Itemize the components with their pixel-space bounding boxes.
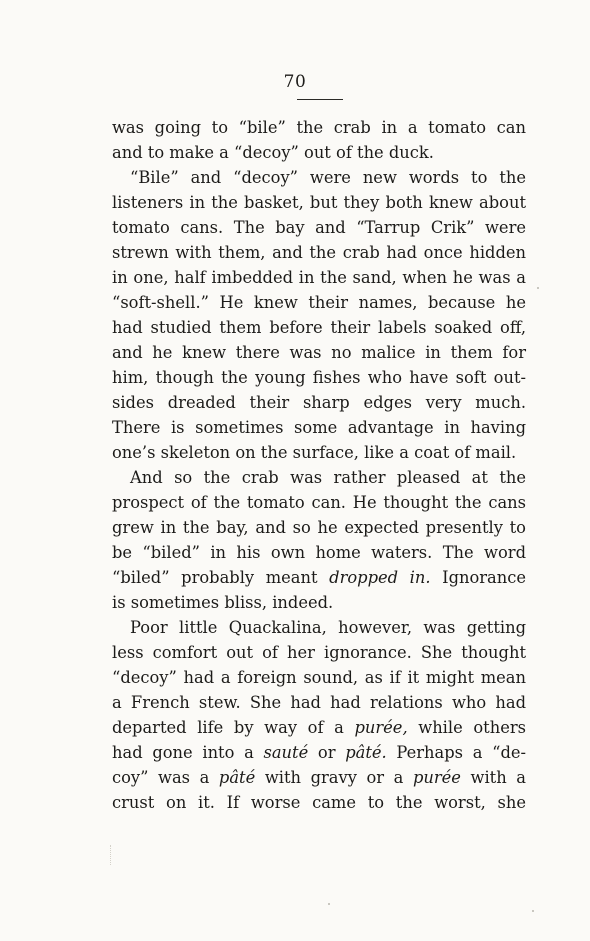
text-line bbox=[112, 115, 526, 140]
text-line bbox=[112, 765, 526, 790]
text-segment: coy” was a bbox=[112, 768, 219, 787]
text-segment: “decoy” had a foreign sound, as if it might mean bbox=[112, 668, 526, 687]
text-segment: while others bbox=[407, 718, 526, 737]
paper-speck bbox=[537, 287, 539, 289]
text-segment: tomato cans. The bay and “Tarrup Crik” were bbox=[112, 218, 526, 237]
text-segment: in one, half imbedded in the sand, when he was a bbox=[112, 268, 526, 287]
text-line bbox=[112, 215, 526, 240]
text-segment: and he knew there was no malice in them for bbox=[112, 343, 526, 362]
text-line bbox=[112, 165, 526, 190]
text-line bbox=[112, 540, 526, 565]
text-segment: and to make a “decoy” out of the duck. bbox=[112, 143, 434, 162]
text-line bbox=[112, 565, 526, 590]
italic-text: purée bbox=[412, 768, 461, 787]
text-segment: departed life by way of a bbox=[112, 718, 355, 737]
text-line bbox=[112, 665, 526, 690]
text-segment: or bbox=[308, 743, 346, 762]
text-line bbox=[112, 465, 526, 490]
text-segment: grew in the bay, and so he expected presently to bbox=[112, 518, 526, 537]
text-line bbox=[112, 615, 526, 640]
text-segment: less comfort out of her ignorance. She thought bbox=[112, 643, 526, 662]
text-segment: “Bile” and “decoy” were new words to the bbox=[130, 168, 526, 187]
italic-text: sauté bbox=[263, 743, 309, 762]
text-line bbox=[112, 365, 526, 390]
text-segment: with gravy or a bbox=[255, 768, 413, 787]
text-segment: listeners in the basket, but they both knew about bbox=[112, 193, 526, 212]
text-line bbox=[112, 415, 526, 440]
text-line bbox=[112, 265, 526, 290]
text-line bbox=[112, 690, 526, 715]
text-segment: was going to “bile” the crab in a tomato can bbox=[112, 118, 526, 137]
text-segment: crust on it. If worse came to the worst, she bbox=[112, 793, 526, 812]
text-segment: strewn with them, and the crab had once hidden bbox=[112, 243, 526, 262]
text-line bbox=[112, 440, 526, 465]
text-line bbox=[112, 790, 526, 815]
italic-text: pâté. bbox=[345, 743, 387, 762]
text-segment: had gone into a bbox=[112, 743, 264, 762]
text-line bbox=[112, 290, 526, 315]
text-segment: prospect of the tomato can. He thought the cans bbox=[112, 493, 526, 512]
italic-text: pâté bbox=[218, 768, 256, 787]
text-segment: There is sometimes some advantage in having bbox=[112, 418, 526, 437]
text-segment: sides dreaded their sharp edges very much. bbox=[112, 393, 526, 412]
page-number-rule bbox=[297, 99, 343, 100]
text-segment: “soft-shell.” He knew their names, because he bbox=[112, 293, 526, 312]
page-number: 70 bbox=[283, 72, 307, 92]
text-segment: Poor little Quackalina, however, was getting bbox=[130, 618, 526, 637]
text-line bbox=[112, 340, 526, 365]
text-line bbox=[112, 390, 526, 415]
text-line bbox=[112, 315, 526, 340]
body-text bbox=[112, 115, 526, 815]
text-line bbox=[112, 590, 526, 615]
text-line bbox=[112, 190, 526, 215]
text-line bbox=[112, 140, 526, 165]
margin-mark bbox=[110, 845, 112, 865]
text-segment: Perhaps a “de- bbox=[386, 743, 526, 762]
text-segment: And so the crab was rather pleased at the bbox=[130, 468, 526, 487]
text-segment: is sometimes bliss, indeed. bbox=[112, 593, 334, 612]
italic-text: dropped in. bbox=[329, 568, 431, 587]
text-line bbox=[112, 515, 526, 540]
text-segment: with a bbox=[460, 768, 526, 787]
text-segment: had studied them before their labels soaked off, bbox=[112, 318, 526, 337]
text-segment: a French stew. She had had relations who had bbox=[112, 693, 526, 712]
text-segment: one’s skeleton on the surface, like a coat of mail. bbox=[112, 443, 517, 462]
text-line bbox=[112, 490, 526, 515]
text-line bbox=[112, 715, 526, 740]
text-line bbox=[112, 240, 526, 265]
paper-speck bbox=[328, 903, 330, 905]
text-segment: Ignorance bbox=[430, 568, 527, 587]
text-line bbox=[112, 740, 526, 765]
paper-speck bbox=[532, 910, 534, 912]
text-segment: “biled” probably meant bbox=[112, 568, 330, 587]
text-segment: him, though the young fishes who have soft out- bbox=[112, 368, 526, 387]
text-segment: be “biled” in his own home waters. The word bbox=[112, 543, 526, 562]
italic-text: purée, bbox=[354, 718, 408, 737]
text-line bbox=[112, 640, 526, 665]
